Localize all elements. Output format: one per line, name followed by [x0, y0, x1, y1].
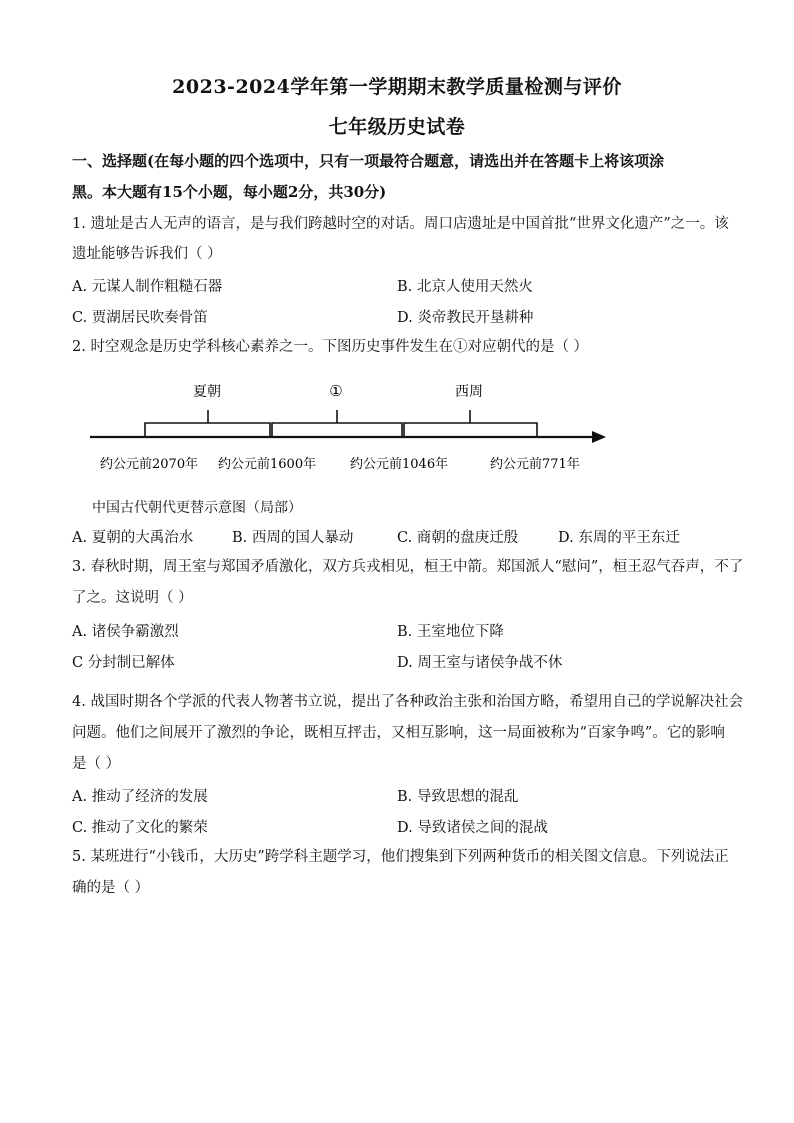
- label-xia: 夏朝: [193, 384, 221, 400]
- q1-stem-line1: 1. 遗址是古人无声的语言，是与我们跨越时空的对话。周口店遗址是中国首批“世界文化遗产”之一。该: [72, 216, 729, 232]
- date-label-771: 约公元前771年: [490, 457, 580, 472]
- bracket-xia: [145, 423, 270, 436]
- q3-option-d: D. 周王室与诸侯争战不休: [397, 655, 563, 671]
- dynasty-timeline-diagram: [80, 370, 620, 480]
- q4-option-a: A. 推动了经济的发展: [72, 789, 208, 805]
- q4-option-b: B. 导致思想的混乱: [397, 789, 519, 805]
- date-label-1046: 约公元前1046年: [350, 457, 449, 472]
- q3-option-b: B. 王室地位下降: [397, 624, 504, 640]
- q1-option-a: A. 元谋人制作粗糙石器: [72, 279, 223, 295]
- bracket-period-1: [272, 423, 402, 436]
- section-instruction-line2: 黑。本大题有15个小题，每小题2分，共30分): [72, 183, 387, 201]
- exam-subtitle: 七年级历史试卷: [328, 116, 466, 138]
- q3-option-a: A. 诸侯争霸激烈: [72, 624, 179, 640]
- timeline-caption: 中国古代朝代更替示意图（局部）: [92, 500, 302, 516]
- q4-stem-line1: 4. 战国时期各个学派的代表人物著书立说，提出了各种政治主张和治国方略，希望用自己的学说解决社会: [72, 694, 743, 710]
- q4-stem-line2: 问题。他们之间展开了激烈的争论，既相互抨击，又相互影响，这一局面被称为“百家争鸣”。它的影响: [72, 725, 725, 741]
- q1-option-d: D. 炎帝教民开垦耕种: [397, 310, 534, 326]
- q5-stem-line1: 5. 某班进行“小钱币，大历史”跨学科主题学习，他们搜集到下列两种货币的相关图文信息。下列说法正: [72, 849, 729, 865]
- q2-option-c: C. 商朝的盘庚迁殷: [397, 530, 519, 546]
- exam-title: 2023-2024学年第一学期期末教学质量检测与评价: [172, 76, 622, 98]
- q3-stem-line2: 了之。这说明（ ）: [72, 590, 193, 606]
- timeline-arrowhead: [592, 431, 606, 443]
- q4-stem-line3: 是（ ）: [72, 756, 121, 772]
- q4-option-d: D. 导致诸侯之间的混战: [397, 820, 548, 836]
- q1-stem-line2: 遗址能够告诉我们（ ）: [72, 246, 222, 262]
- q1-option-c: C. 贾湖居民吹奏骨笛: [72, 310, 208, 326]
- q2-stem-line1: 2. 时空观念是历史学科核心素养之一。下图历史事件发生在①对应朝代的是（ ）: [72, 339, 589, 355]
- q3-option-c: C 分封制已解体: [72, 655, 175, 671]
- q4-option-c: C. 推动了文化的繁荣: [72, 820, 208, 836]
- section-instruction-line1: 一、选择题(在每小题的四个选项中，只有一项最符合题意，请选出并在答题卡上将该项涂: [72, 152, 665, 170]
- bracket-xizhou: [404, 423, 537, 436]
- q3-stem-line1: 3. 春秋时期，周王室与郑国矛盾激化，双方兵戎相见，桓王中箭。郑国派人“慰问”，桓王忍气吞声，不了: [72, 559, 744, 575]
- q1-option-b: B. 北京人使用天然火: [397, 279, 533, 295]
- q5-stem-line2: 确的是（ ）: [72, 880, 150, 896]
- label-xizhou: 西周: [455, 384, 483, 400]
- label-period-1: ①: [329, 382, 343, 400]
- q2-option-b: B. 西周的国人暴动: [232, 530, 354, 546]
- q2-option-d: D. 东周的平王东迁: [558, 530, 680, 546]
- q2-option-a: A. 夏朝的大禹治水: [72, 530, 194, 546]
- date-label-1600: 约公元前1600年: [218, 457, 317, 472]
- date-label-2070: 约公元前2070年: [100, 457, 199, 472]
